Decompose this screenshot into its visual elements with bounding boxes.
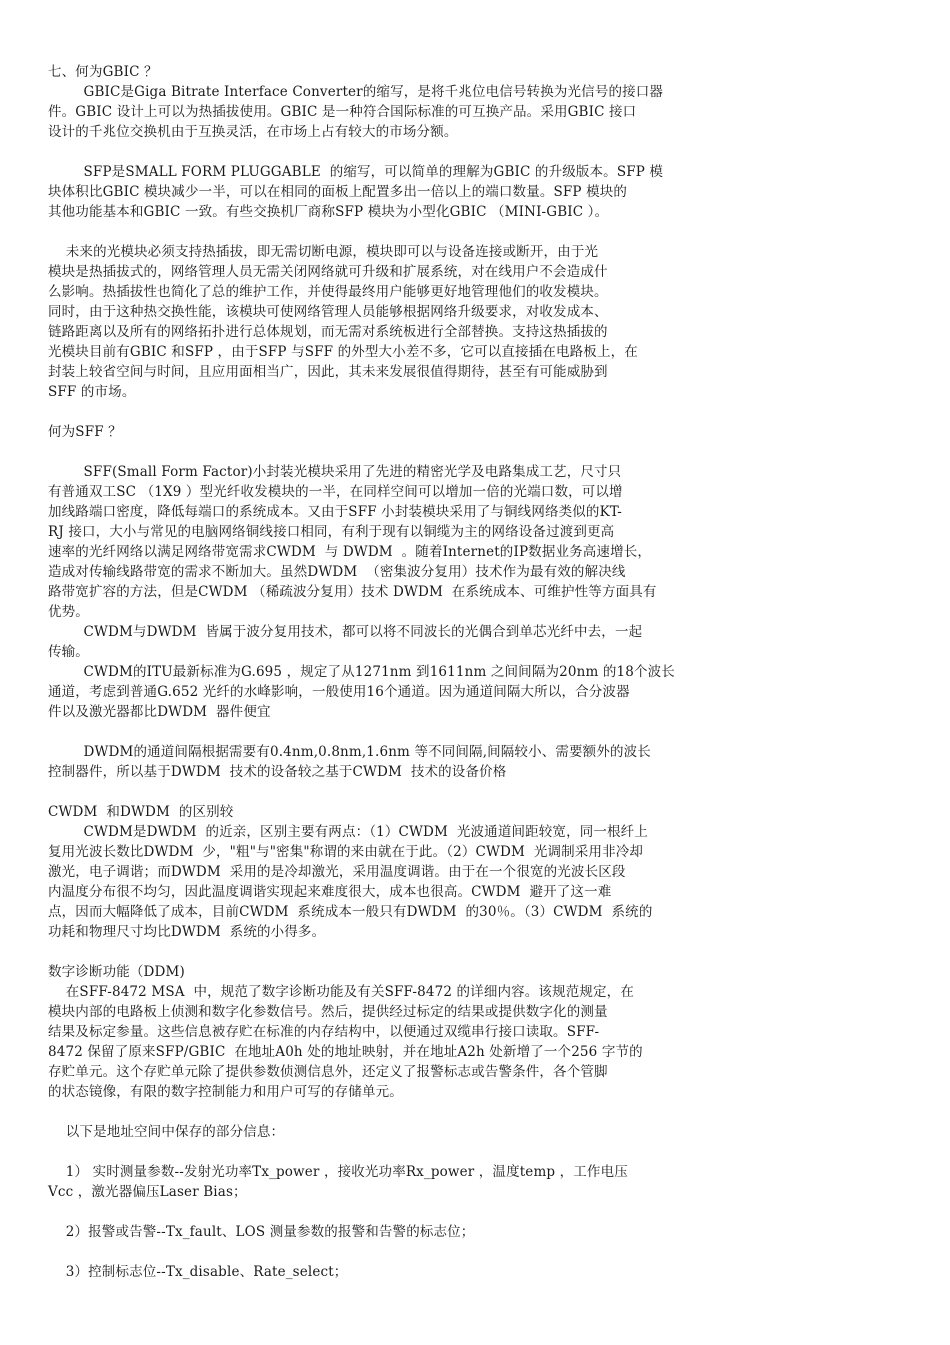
dwdm-line: 控制器件，所以基于DWDM 技术的设备较之基于CWDM 技术的设备价格 (48, 764, 507, 780)
itu-line: 件以及激光器都比DWDM 器件便宜 (48, 704, 271, 720)
list-item-3: 3）控制标志位--Tx_disable、Rate_select； (48, 1264, 348, 1280)
sff-line: 路带宽扩容的方法，但是CWDM （稀疏波分复用）技术 DWDM 在系统成本、可维护性等方面具有 (48, 584, 657, 600)
future-line: SFF 的市场。 (48, 384, 136, 400)
ddm-line: 在SFF-8472 MSA 中，规范了数字诊断功能及有关SFF-8472 的详细内容。该规范规定，在 (48, 984, 634, 1000)
future-line: 么影响。热插拔性也简化了总的维护工作，并使得最终用户能够更好地管理他们的收发模块。 (48, 284, 608, 300)
compare-line: 复用光波长数比DWDM 少，"粗"与"密集"称谓的来由就在于此。（2）CWDM 光调制采用非冷却 (48, 844, 644, 860)
ddm-line: 的状态镜像，有限的数字控制能力和用户可写的存储单元。 (48, 1084, 403, 1100)
gbic-line: GBIC是Giga Bitrate Interface Converter的缩写，是将千兆位电信号转换为光信号的接口器 (48, 84, 664, 100)
future-line: 同时，由于这种热交换性能，该模块可使网络管理人员能够根据网络升级要求，对收发成本、 (48, 304, 608, 320)
sff-line: 有普通双工SC （1X9 ）型光纤收发模块的一半，在同样空间可以增加一倍的光端口数，可以增 (48, 484, 623, 500)
sff-line: 加线路端口密度，降低每端口的系统成本。又由于SFF 小封装模块采用了与铜线网络类似的KT- (48, 504, 622, 520)
dwdm-line: DWDM的通道间隔根据需要有0.4nm,0.8nm,1.6nm 等不同间隔,间隔较小、需要额外的波长 (48, 744, 651, 760)
list-intro: 以下是地址空间中保存的部分信息： (48, 1124, 285, 1140)
wdm-line: 传输。 (48, 644, 89, 660)
gbic-line: 件。GBIC 设计上可以为热插拔使用。GBIC 是一种符合国际标准的可互换产品。采用GBIC 接口 (48, 104, 637, 120)
future-line: 封装上较省空间与时间，且应用面相当广，因此，其未来发展很值得期待，甚至有可能威胁到 (48, 364, 608, 380)
ddm-heading: 数字诊断功能（DDM) (48, 964, 185, 980)
document-page (48, 62, 692, 1282)
future-line: 模块是热插拔式的，网络管理人员无需关闭网络就可升级和扩展系统，对在线用户不会造成什 (48, 264, 608, 280)
compare-heading: CWDM 和DWDM 的区别较 (48, 804, 234, 820)
compare-line: 激光，电子调谐；而DWDM 采用的是冷却激光，采用温度调谐。由于在一个很宽的光波长区段 (48, 864, 626, 880)
list-item-2: 2）报警或告警--Tx_fault、LOS 测量参数的报警和告警的标志位； (48, 1224, 475, 1240)
compare-line: 功耗和物理尺寸均比DWDM 系统的小得多。 (48, 924, 326, 940)
wdm-line: CWDM与DWDM 皆属于波分复用技术，都可以将不同波长的光偶合到单芯光纤中去，一起 (48, 624, 643, 640)
compare-line: CWDM是DWDM 的近亲，区别主要有两点：（1）CWDM 光波通道间距较宽，同一根纤上 (48, 824, 648, 840)
ddm-line: 存贮单元。这个存贮单元除了提供参数侦测信息外，还定义了报警标志或告警条件，各个管脚 (48, 1064, 608, 1080)
sfp-line: 其他功能基本和GBIC 一致。有些交换机厂商称SFP 模块为小型化GBIC （MINI-GBIC ）。 (48, 204, 609, 220)
gbic-heading: 七、何为GBIC ？ (48, 64, 158, 80)
itu-line: CWDM的ITU最新标准为G.695 ，规定了从1271nm 到1611nm 之间间隔为20nm 的18个波长 (48, 664, 675, 680)
list-item-1: 1） 实时测量参数--发射光功率Tx_power ，接收光功率Rx_power ，温度temp ，工作电压 (48, 1164, 628, 1180)
gbic-line: 设计的千兆位交换机由于互换灵活，在市场上占有较大的市场分额。 (48, 124, 458, 140)
sff-line: 造成对传输线路带宽的需求不断加大。虽然DWDM （密集波分复用）技术作为最有效的解决线 (48, 564, 626, 580)
ddm-line: 8472 保留了原来SFP/GBIC 在地址A0h 处的地址映射，并在地址A2h 处新增了一个256 字节的 (48, 1044, 643, 1060)
future-line: 链路距离以及所有的网络拓扑进行总体规划，而无需对系统板进行全部替换。支持这热插拔的 (48, 324, 608, 340)
sff-heading: 何为SFF ？ (48, 424, 122, 440)
sfp-line: 块体积比GBIC 模块减少一半，可以在相同的面板上配置多出一倍以上的端口数量。SFP 模块的 (48, 184, 628, 200)
future-line: 光模块目前有GBIC 和SFP ，由于SFP 与SFF 的外型大小差不多，它可以直接插在电路板上，在 (48, 344, 638, 360)
list-item-1-cont: Vcc ，激光器偏压Laser Bias； (48, 1184, 247, 1200)
future-line: 未来的光模块必须支持热插拔，即无需切断电源，模块即可以与设备连接或断开，由于光 (48, 244, 599, 260)
compare-line: 点，因而大幅降低了成本，目前CWDM 系统成本一般只有DWDM 的30％。（3）CWDM 系统的 (48, 904, 653, 920)
compare-line: 内温度分布很不均匀，因此温度调谐实现起来难度很大，成本也很高。CWDM 避开了这一难 (48, 884, 612, 900)
itu-line: 通道，考虑到普通G.652 光纤的水峰影响，一般使用16个通道。因为通道间隔大所以，合分波器 (48, 684, 630, 700)
ddm-line: 结果及标定参量。这些信息被存贮在标准的内存结构中，以便通过双缆串行接口读取。SFF- (48, 1024, 600, 1040)
sff-line: RJ 接口，大小与常见的电脑网络铜线接口相同，有利于现有以铜缆为主的网络设备过渡到更高 (48, 524, 615, 540)
sff-line: 优势。 (48, 604, 89, 620)
sff-line: SFF(Small Form Factor)小封装光模块采用了先进的精密光学及电路集成工艺，尺寸只 (48, 464, 622, 480)
ddm-line: 模块内部的电路板上侦测和数字化参数信号。然后，提供经过标定的结果或提供数字化的测量 (48, 1004, 608, 1020)
sff-line: 速率的光纤网络以满足网络带宽需求CWDM 与 DWDM 。随着Internet的IP数据业务高速增长， (48, 544, 652, 560)
sfp-line: SFP是SMALL FORM PLUGGABLE 的缩写，可以简单的理解为GBIC 的升级版本。SFP 模 (48, 164, 664, 180)
